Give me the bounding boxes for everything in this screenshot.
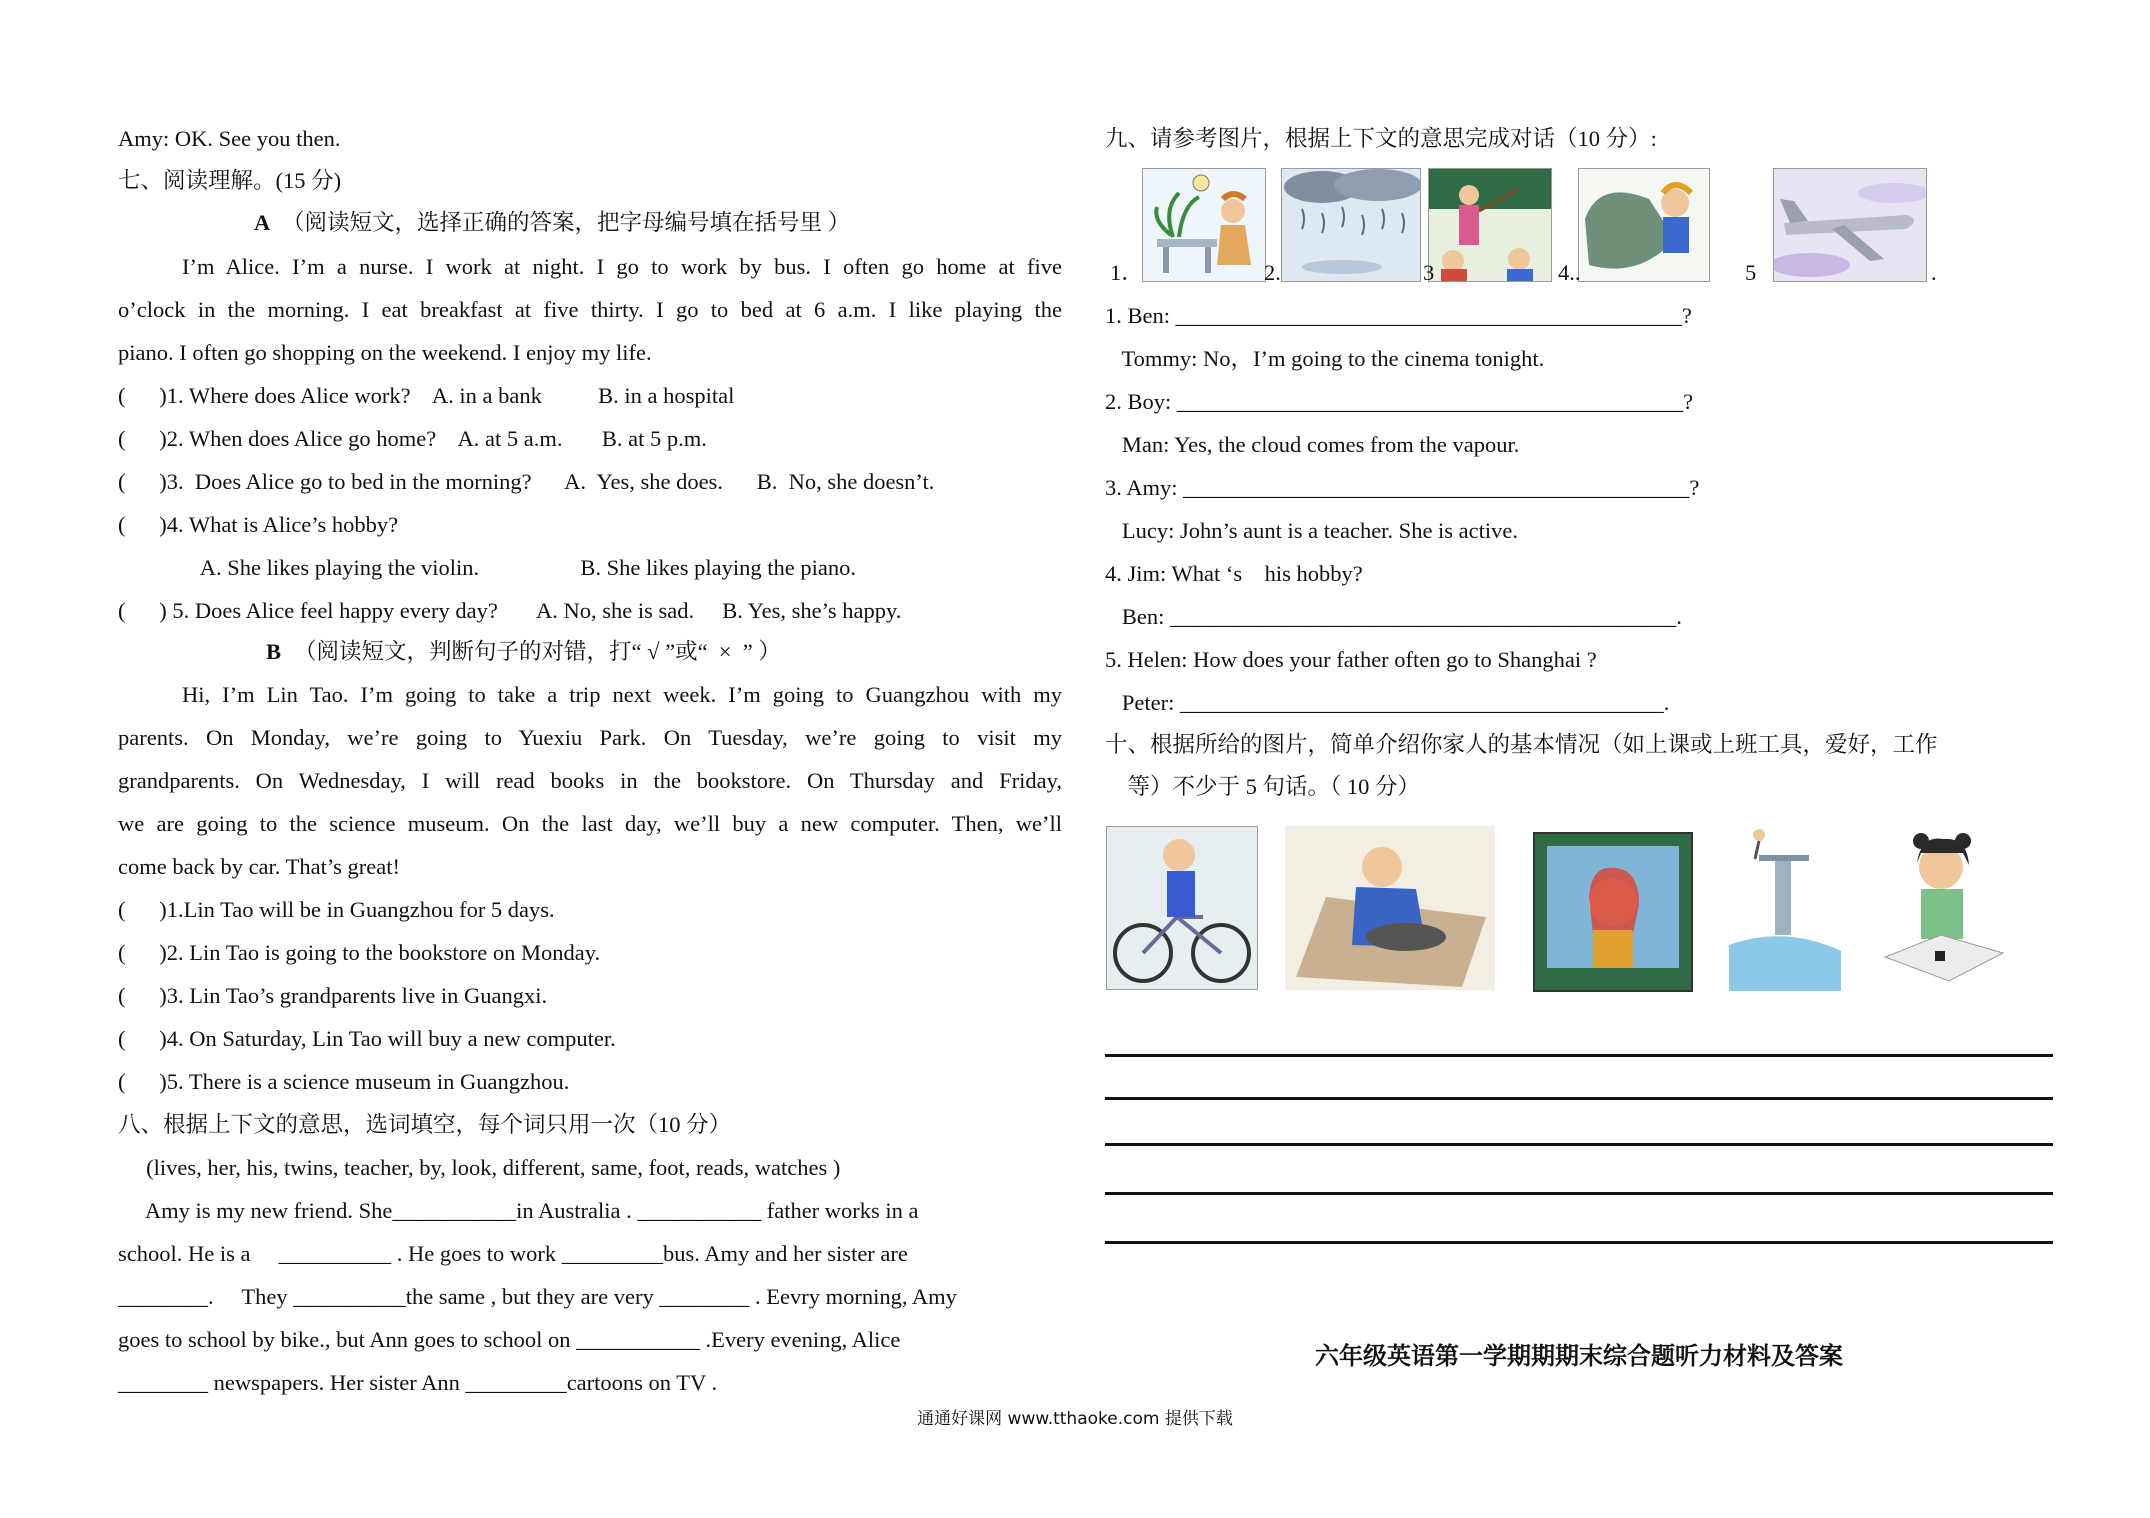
picture-man-on-bike (1106, 826, 1258, 990)
dialogue-5-reply: Peter: ___________________________________________. (1105, 690, 1670, 715)
question-a3: ( )3. Does Alice go to bed in the morning? A. Yes, she does. B. No, she doesn’t. (118, 469, 935, 494)
part-b-instruction: （阅读短文，判断句子的对错，打“ √ ”或“ × ” ） (294, 639, 781, 664)
picture-boy-piano (1578, 168, 1710, 282)
question-a4-options: A. She likes playing the violin. B. She likes playing the piano. (156, 555, 856, 580)
picture-number-3: 3 (1423, 260, 1435, 285)
picture-number-4: 4.. (1558, 260, 1581, 285)
cloze-line: school. He is a __________ . He goes to work _________bus. Amy and her sister are (118, 1241, 908, 1266)
question-b4: ( )4. On Saturday, Lin Tao will buy a new computer. (118, 1026, 616, 1051)
dialogue-1-reply: Tommy: No，I’m going to the cinema tonight. (1105, 346, 1545, 371)
section-7-title: 七、阅读理解。(15 分) (118, 168, 342, 193)
passage-a-line: I’m Alice. I’m a nurse. I work at night. I go to work by bus. I often go home at five (182, 254, 1062, 279)
picture-teacher-class (1428, 168, 1552, 282)
part-a-instruction: （阅读短文，选择正确的答案，把字母编号填在括号里 ） (282, 210, 851, 235)
question-a2: ( )2. When does Alice go home? A. at 5 a.m. B. at 5 p.m. (118, 426, 707, 451)
dialogue-5-question: 5. Helen: How does your father often go to Shanghai ? (1105, 647, 1597, 672)
question-b2: ( )2. Lin Tao is going to the bookstore on Monday. (118, 940, 601, 965)
question-b5: ( )5. There is a science museum in Guangzhou. (118, 1069, 570, 1094)
passage-a-line: piano. I often go shopping on the weekend. I enjoy my life. (118, 340, 652, 365)
section-9-title: 九、请参考图片，根据上下文的意思完成对话（10 分）: (1105, 126, 1657, 151)
dialogue-3-question: 3. Amy: _____________________________________________? (1105, 475, 1700, 500)
passage-b-line: come back by car. That’s great! (118, 854, 400, 879)
dialogue-2-question: 2. Boy: _____________________________________________? (1105, 389, 1694, 414)
part-b-label: B (266, 639, 282, 664)
picture-diver (1728, 824, 1842, 992)
writing-line-2[interactable] (1105, 1097, 2053, 1100)
picture-number-1: 1． (1110, 260, 1144, 285)
picture-girl-drawing (1870, 826, 2014, 990)
writing-line-5[interactable] (1105, 1241, 2053, 1244)
picture-man-repairing (1285, 826, 1495, 990)
picture-number-5: 5 (1745, 260, 1757, 285)
section-10-title: 十、根据所给的图片，简单介绍你家人的基本情况（如上课或上班工具，爱好，工作 (1105, 732, 1938, 757)
dialogue-4-reply: Ben: _____________________________________________. (1105, 604, 1682, 629)
writing-line-4[interactable] (1105, 1192, 2053, 1195)
section-8-title: 八、根据上下文的意思，选词填空，每个词只用一次（10 分） (118, 1112, 732, 1137)
passage-b-line: Hi, I’m Lin Tao. I’m going to take a trip next week. I’m going to Guangzhou with my (182, 682, 1062, 707)
picture-tv-presenter (1533, 832, 1693, 992)
question-a4: ( )4. What is Alice’s hobby? (118, 512, 399, 537)
picture-airplane (1773, 168, 1927, 282)
picture-rain-clouds (1281, 168, 1421, 282)
dialogue-4-question: 4. Jim: What ‘s his hobby? (1105, 561, 1363, 586)
cloze-line: goes to school by bike., but Ann goes to school on ___________ .Every evening, Alice (118, 1327, 901, 1352)
question-b3: ( )3. Lin Tao’s grandparents live in Guangxi. (118, 983, 548, 1008)
dialogue-1-question: 1. Ben: _____________________________________________? (1105, 303, 1692, 328)
question-b1: ( )1.Lin Tao will be in Guangzhou for 5 days. (118, 897, 555, 922)
writing-line-3[interactable] (1105, 1143, 2053, 1146)
passage-a-line: o’clock in the morning. I eat breakfast at five thirty. I go to bed at 6 a.m. I like playing the (118, 297, 1062, 322)
section-10-title-cont: 等）不少于 5 句话。（ 10 分） (1105, 774, 1421, 799)
cloze-line: ________. They __________the same , but they are very ________ . Eevry morning, Amy (118, 1284, 957, 1309)
dialogue-2-reply: Man: Yes, the cloud comes from the vapour. (1105, 432, 1520, 457)
page-footer: 通通好课网 www.tthaoke.com 提供下载 (917, 1409, 1233, 1429)
dialogue-end-line: Amy: OK. See you then. (118, 126, 341, 151)
cloze-line: ________ newspapers. Her sister Ann _________cartoons on TV . (118, 1370, 718, 1395)
picture-number-2: 2. (1264, 260, 1281, 285)
picture-row-end-dot: . (1931, 260, 1937, 285)
writing-line-1[interactable] (1105, 1054, 2053, 1057)
answer-key-title: 六年级英语第一学期期期末综合题听力材料及答案 (1315, 1344, 1843, 1370)
cloze-line: Amy is my new friend. She___________in Australia . ___________ father works in a (118, 1198, 919, 1223)
question-a5: ( ) 5. Does Alice feel happy every day? A. No, she is sad. B. Yes, she’s happy. (118, 598, 902, 623)
passage-b-line: we are going to the science museum. On the last day, we’ll buy a new computer. Then, we’ll (118, 811, 1062, 836)
part-a-label: A (254, 210, 271, 235)
picture-girl-watching-tv (1142, 168, 1266, 282)
passage-b-line: parents. On Monday, we’re going to Yuexiu Park. On Tuesday, we’re going to visit my (118, 725, 1062, 750)
question-a1: ( )1. Where does Alice work? A. in a bank B. in a hospital (118, 383, 735, 408)
dialogue-3-reply: Lucy: John’s aunt is a teacher. She is active. (1105, 518, 1519, 543)
passage-b-line: grandparents. On Wednesday, I will read books in the bookstore. On Thursday and Friday, (118, 768, 1062, 793)
word-bank: (lives, her, his, twins, teacher, by, look, different, same, foot, reads, watches ) (118, 1155, 841, 1180)
